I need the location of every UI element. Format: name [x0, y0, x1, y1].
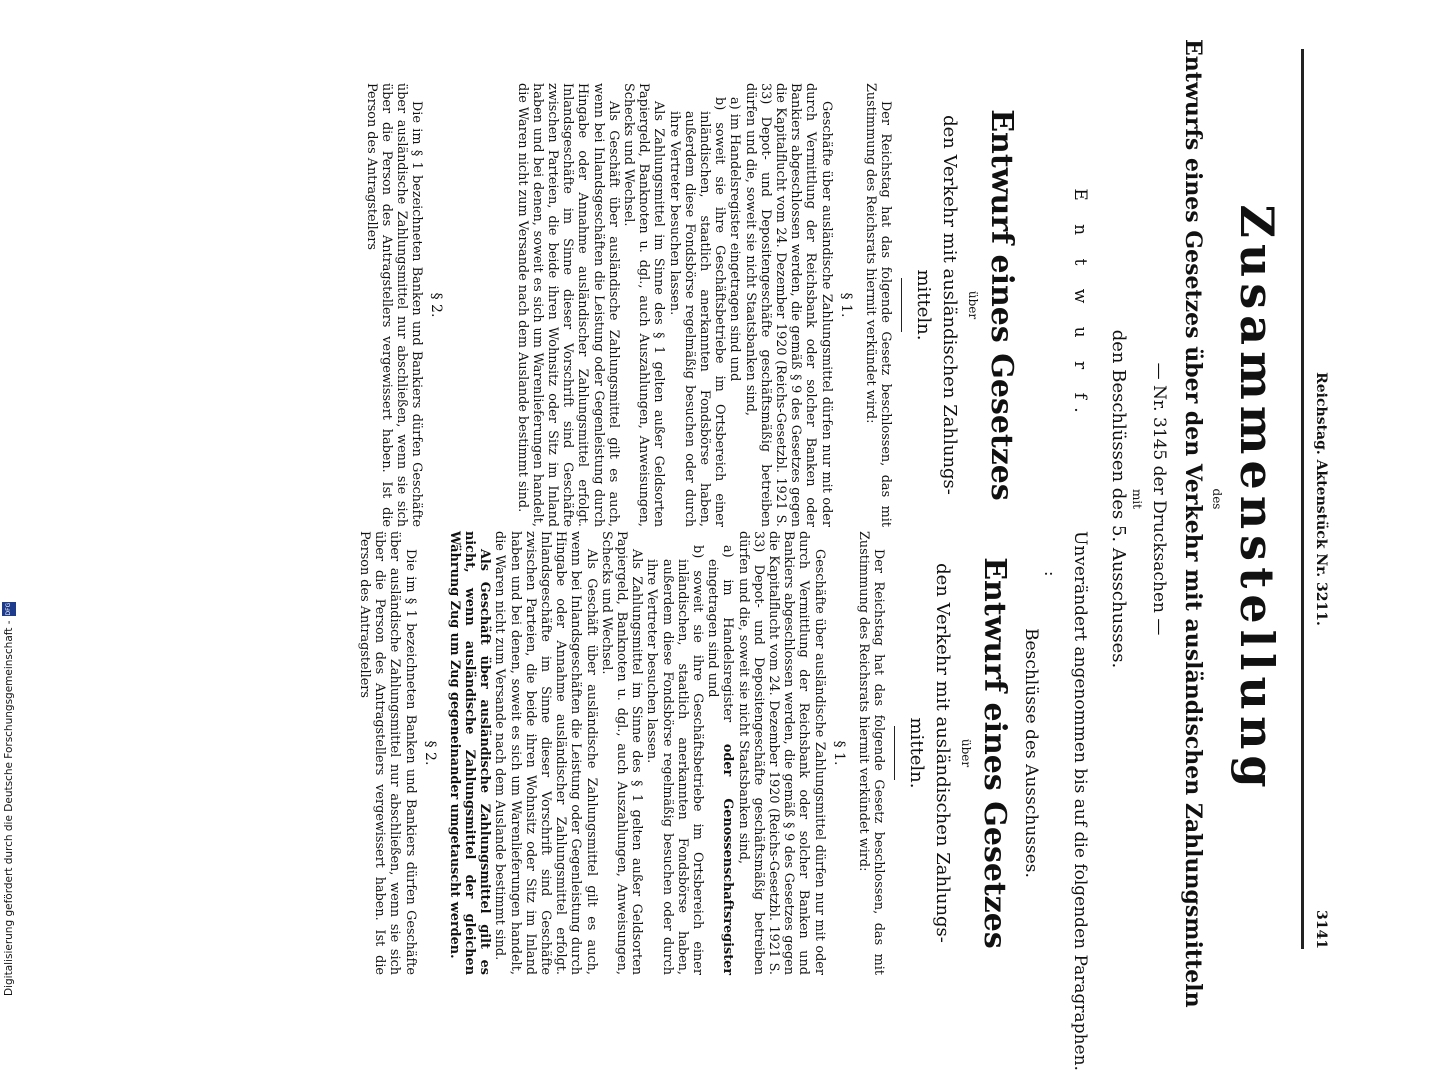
divider — [894, 726, 895, 780]
title-mit: mit — [1130, 488, 1144, 510]
page-number: 3141 — [1313, 910, 1329, 949]
column-entwurf — [364, 83, 1098, 527]
section-2-heading: § 2. — [421, 740, 438, 766]
running-header — [1309, 49, 1329, 949]
section-1-paragraph: Geschäfte über ausländische Zahlungsmittel dürfen nur mit oder durch Vermittlung der Reichsbank oder solcher Banken und Bankiers abgeschlossen werden, die gemäß § 9 des Gesetzes gegen die Kapitalflucht vom 24. Dezember 1920 (Reichs-Gesetzbl. 1921 S. 33) Depot- und Depositengeschäfte geschäftsmäßig betreiben dürfen und die, soweit sie nicht Staatsbanken sind, — [735, 531, 827, 975]
law-ueber: über — [959, 738, 973, 768]
section-1-heading: § 1. — [837, 292, 854, 318]
column-heading: E n t w u r f. — [1070, 188, 1090, 422]
section-1-heading: § 1. — [830, 740, 847, 766]
law-title: Entwurf eines Gesetzes — [984, 109, 1019, 501]
column-beschluesse — [356, 531, 1098, 1071]
document-title: Zusammenstellung — [1230, 204, 1284, 794]
section-1-paragraph-3: Als Geschäft über ausländische Zahlungsmittel gilt es auch, wenn bei Inlandsgeschäften die Leistung oder Gegenleistung durch Hingabe oder Annahme ausländischer Zahlungsmittel erfolgt. Inlandsgeschäfte im Sinne dieser Vorschrift sind Geschäfte zwischen Parteien, die beide ihren Wohnsitz oder Sitz im Inland haben und bei denen, soweit es sich um Warenlieferungen handelt, die Waren nicht zum Versande nach dem Auslande bestimmt sind. — [492, 531, 599, 975]
section-1-paragraph-3: Als Geschäft über ausländische Zahlungsmittel gilt es auch, wenn bei Inlandsgeschäften die Leistung oder Gegenleistung durch Hingabe oder Annahme ausländischer Zahlungsmittel erfolgt. Inlandsgeschäfte im Sinne dieser Vorschrift sind Geschäfte zwischen Parteien, die beide ihren Wohnsitz oder Sitz im Inland haben und bei denen, soweit es sich um Warenlieferungen handelt, die Waren nicht zum Versande nach dem Auslande bestimmt sind. — [514, 83, 621, 527]
ditto-mark: : — [1041, 571, 1060, 577]
list-item-a: a) im Handelsregister eingetragen sind und — [727, 97, 743, 382]
list-item-b: b) soweit sie ihre Geschäftsbetriebe im Ortsbereich einer inländischen, staatlich anerkannten Fondsbörse haben, außerdem diese Fondsbörse regelmäßig besuchen oder durch ihre Vertreter besuchen lassen. — [644, 545, 705, 975]
column-heading: Unverändert angenommen bis auf die folgenden Paragraphen. — [1070, 531, 1090, 1071]
law-title: Entwurf eines Gesetzes — [977, 557, 1012, 949]
column-subheading: Beschlüsse des Ausschusses. — [1021, 628, 1041, 878]
section-2-paragraph: Die im § 1 bezeichneten Banken und Bankiers dürfen Geschäfte über ausländische Zahlungsmittel nur abschließen, wenn sie sich über die Person des Antragstellers vergewissert haben. Ist die Person des Antragstellers — [356, 531, 418, 975]
list-item-a-text: a) im Handelsregister — [720, 545, 736, 723]
section-2-paragraph: Die im § 1 bezeichneten Banken und Bankiers dürfen Geschäfte über ausländische Zahlungsmittel nur abschließen, wenn sie sich über die Person des Antragstellers vergewissert haben. Ist die Person des Antragstellers — [363, 83, 425, 527]
section-1-paragraph: Geschäfte über ausländische Zahlungsmittel dürfen nur mit oder durch Vermittlung der Reichsbank oder solcher Banken oder Bankiers abgeschlossen werden, die gemäß § 9 des Gesetzes gegen die Kapitalflucht vom 24. Dezember 1920 (Reichs-Gesetzbl. 1921 S. 33) Depot- und Depositengeschäfte geschäftsmäßig betreiben dürfen und die, soweit sie nicht Staatsbanken sind, — [742, 83, 834, 527]
list-item-b: b) soweit sie ihre Geschäftsbetriebe im Ortsbereich einer inländischen, staatlich anerkannten Fondsbörse haben, außerdem diese Fondsbörse regelmäßig besuchen oder durch ihre Vertreter besuchen lassen. — [666, 97, 728, 527]
preamble: Der Reichstag hat das folgende Gesetz beschlossen, das mit Zustimmung des Reichsrats hiermit verkündet wird: — [862, 83, 893, 527]
committee-reference: den Beschlüssen des 5. Ausschusses. — [1108, 329, 1129, 669]
preamble: Der Reichstag hat das folgende Gesetz beschlossen, das mit Zustimmung des Reichsrats hiermit verkündet wird: — [855, 531, 886, 975]
running-title: Reichstag. Aktenstück Nr. 3211. — [1313, 372, 1329, 626]
section-2-heading: § 2. — [428, 292, 445, 318]
dfg-logo-icon: DFG — [2, 602, 16, 616]
law-subject: den Verkehr mit ausländischen Zahlungs-mitteln. — [913, 115, 960, 495]
list-item-a-amendment: oder Genossenschaftsregister — [720, 743, 736, 975]
header-rule — [1301, 49, 1304, 949]
funding-note — [1, 6, 17, 996]
list-item-a — [705, 531, 735, 975]
drucksache-reference: — Nr. 3145 der Drucksachen — — [1149, 362, 1169, 636]
document-page — [94, 0, 1374, 1071]
section-1-amendment: Als Geschäft über ausländische Zahlungsmittel gilt es nicht, wenn ausländische Zahlungsmittel der gleichen Währung Zug um Zug gegeneinander umgetauscht werden. — [446, 531, 493, 975]
law-subject: den Verkehr mit ausländischen Zahlungs-mitteln. — [906, 563, 953, 943]
divider — [901, 278, 902, 332]
title-des: des — [1210, 488, 1224, 510]
list-item-a-rest: eingetragen sind und — [705, 559, 721, 698]
document-subtitle: Entwurfs eines Gesetzes über den Verkehr mit ausländischen Zahlungsmitteln — [1180, 39, 1206, 1008]
section-1-paragraph-2: Als Zahlungsmittel im Sinne des § 1 gelten außer Geldsorten Papiergeld, Banknoten u. dgl., auch Auszahlungen, Anweisungen, Schecks und Wechsel. — [598, 531, 645, 975]
law-ueber: über — [966, 290, 980, 320]
funding-note-text: Digitalisierung gefördert durch die Deutsche Forschungsgemeinschaft - — [3, 620, 15, 996]
section-1-paragraph-2: Als Zahlungsmittel im Sinne des § 1 gelten außer Geldsorten Papiergeld, Banknoten u. dgl., auch Auszahlungen, Anweisungen, Schecks und Wechsel. — [620, 83, 667, 527]
